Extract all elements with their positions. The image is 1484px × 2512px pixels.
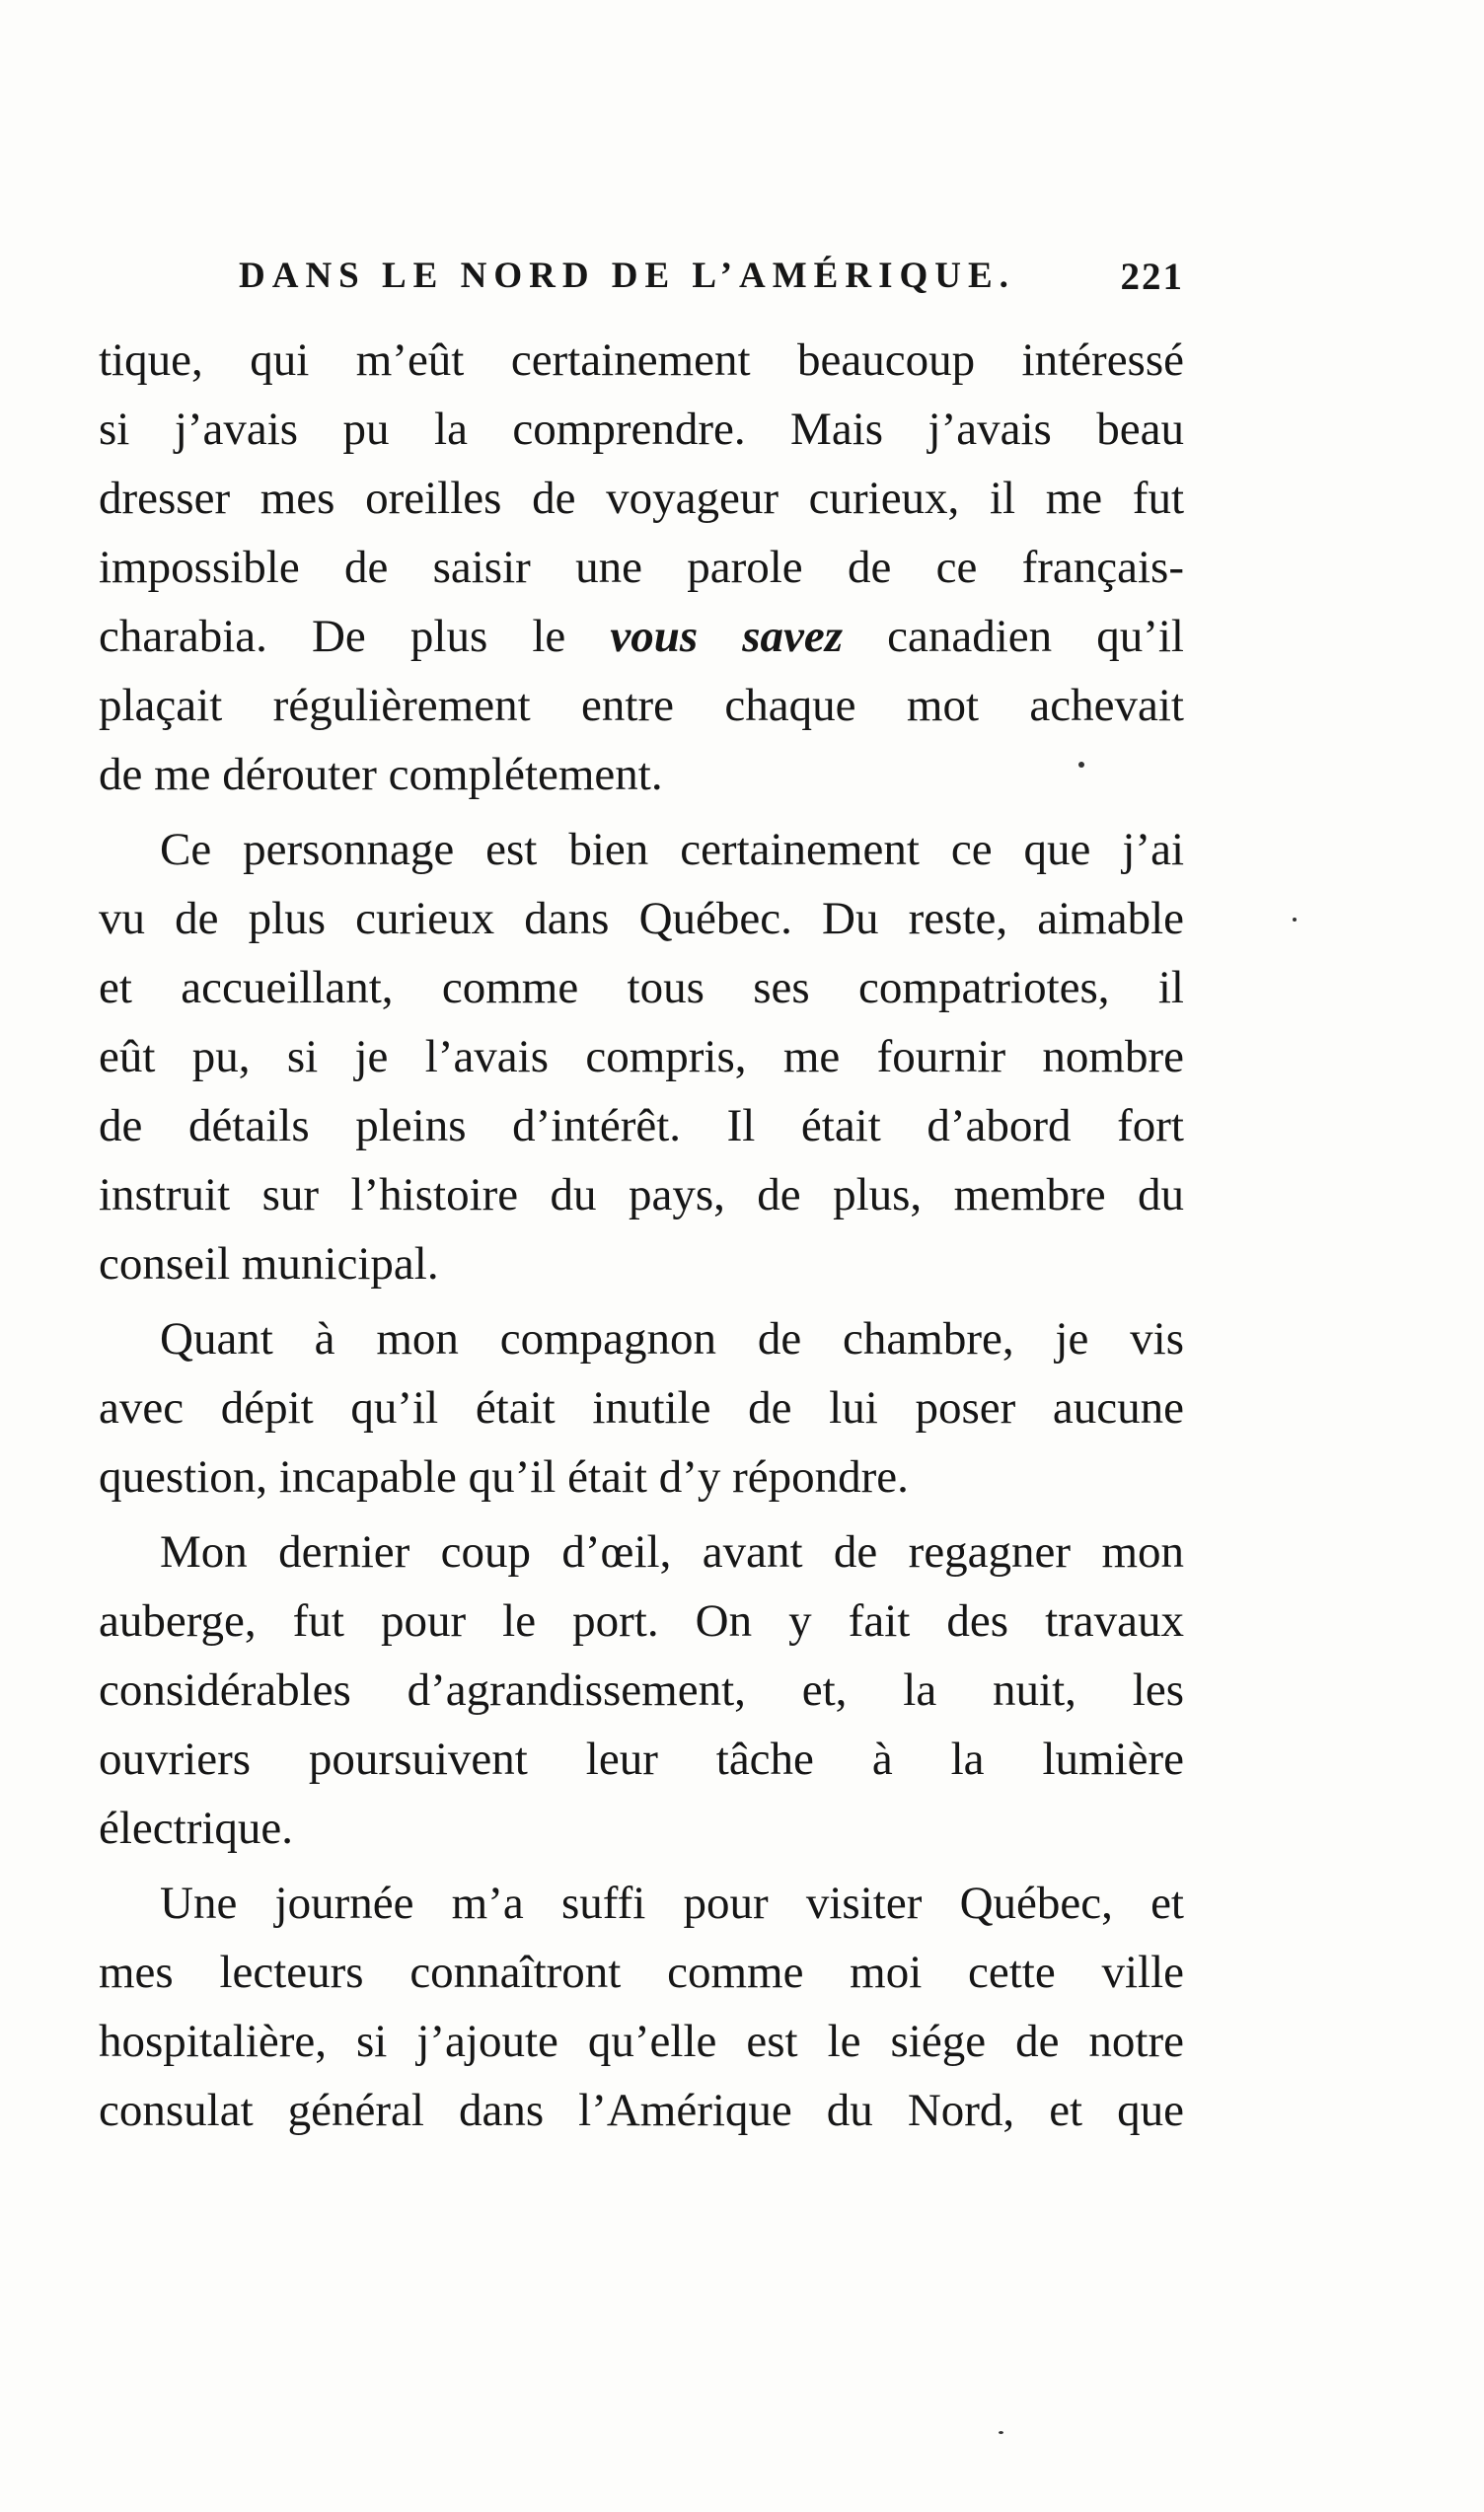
italic-phrase: vous savez (610, 611, 844, 662)
body-text (99, 326, 1184, 2151)
text-line: impossible de saisir une parole de ce français- (99, 542, 1184, 593)
text-line: instruit sur l’histoire du pays, de plus, membre du (99, 1169, 1184, 1220)
text-line: considérables d’agrandissement, et, la nuit, les (99, 1664, 1184, 1716)
text-line: conseil municipal. (99, 1238, 439, 1290)
paragraph (99, 1869, 1184, 2145)
ink-speck (1293, 918, 1297, 922)
running-head (99, 255, 1184, 304)
text-line: eût pu, si je l’avais compris, me fournir nombre (99, 1031, 1184, 1082)
paragraph (99, 1517, 1184, 1863)
text-line: mes lecteurs connaîtront comme moi cette ville (99, 1947, 1184, 1998)
text-line: plaçait régulièrement entre chaque mot achevait (99, 680, 1184, 731)
ink-speck (1078, 762, 1084, 768)
text-line: si j’avais pu la comprendre. Mais j’avais beau (99, 404, 1184, 455)
text-line: question, incapable qu’il était d’y répondre. (99, 1451, 909, 1503)
text-line: Une journée m’a suffi pour visiter Québec, et (160, 1878, 1184, 1929)
ink-speck (999, 2431, 1003, 2434)
text-line: ouvriers poursuivent leur tâche à la lumière (99, 1734, 1184, 1785)
paragraph (99, 1304, 1184, 1512)
text-line: de me dérouter complétement. (99, 749, 663, 800)
text-line: avec dépit qu’il était inutile de lui poser aucune (99, 1382, 1184, 1434)
text-line: tique, qui m’eût certainement beaucoup intéressé (99, 334, 1184, 386)
text-line: et accueillant, comme tous ses compatriotes, il (99, 962, 1184, 1013)
running-title: DANS LE NORD DE L’AMÉRIQUE. (239, 256, 1015, 296)
text-line: de détails pleins d’intérêt. Il était d’abord fort (99, 1100, 1184, 1151)
text-line: Ce personnage est bien certainement ce que j’ai (160, 824, 1184, 875)
paragraph (99, 815, 1184, 1298)
page-number: 221 (1120, 256, 1184, 298)
text-run: charabia. De plus le (99, 611, 611, 662)
paragraph (99, 326, 1184, 809)
text-line: dresser mes oreilles de voyageur curieux, il me fut (99, 473, 1184, 524)
text-line: Quant à mon compagnon de chambre, je vis (160, 1313, 1184, 1365)
text-line (99, 602, 1184, 671)
text-run: canadien qu’il (843, 611, 1184, 662)
text-line: vu de plus curieux dans Québec. Du reste, aimable (99, 893, 1184, 944)
text-line: consulat général dans l’Amérique du Nord, et que (99, 2085, 1184, 2136)
text-line: électrique. (99, 1803, 294, 1854)
text-line: auberge, fut pour le port. On y fait des travaux (99, 1595, 1184, 1647)
text-line: hospitalière, si j’ajoute qu’elle est le siége de notre (99, 2016, 1184, 2067)
text-line: Mon dernier coup d’œil, avant de regagner mon (160, 1526, 1184, 1578)
